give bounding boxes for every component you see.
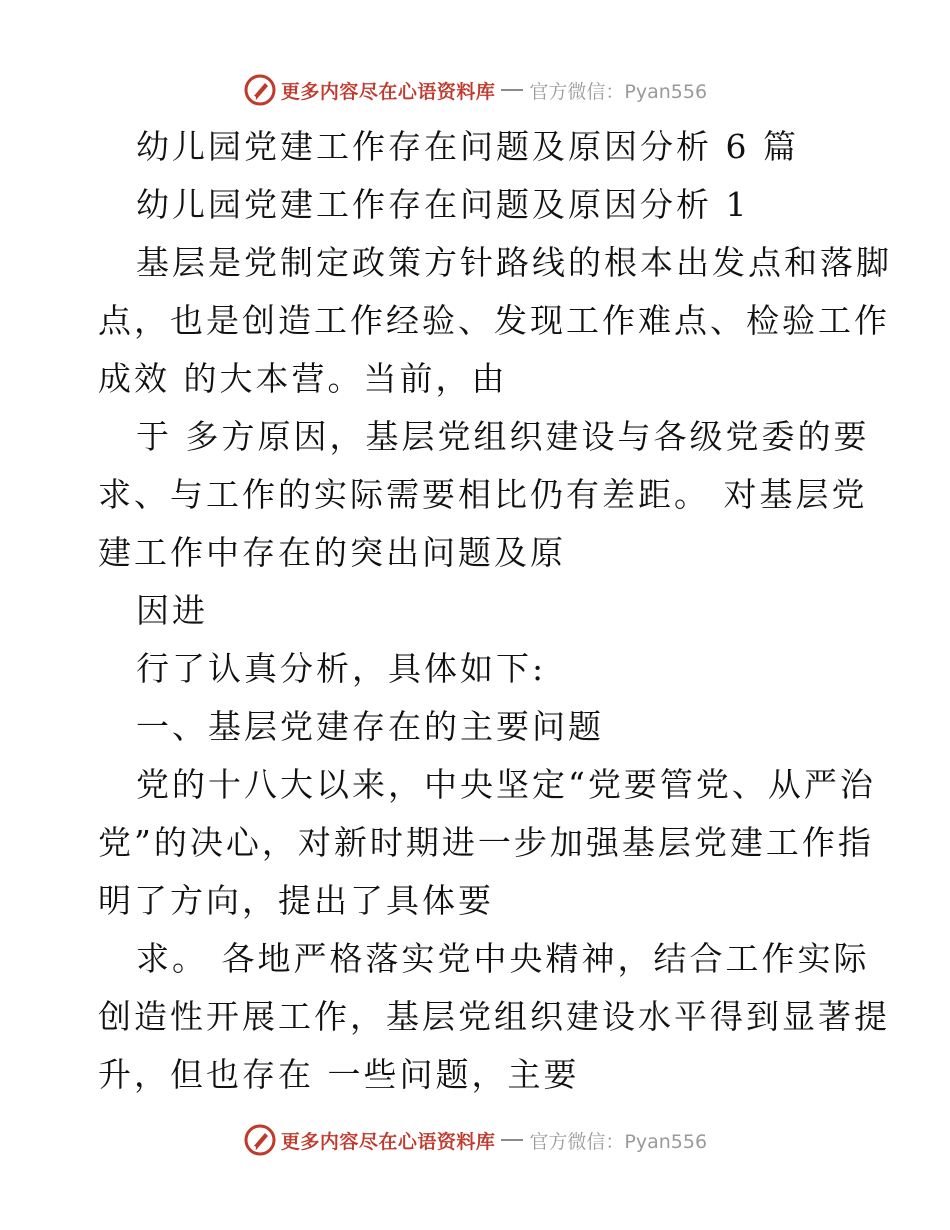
text-line: 因进	[136, 591, 208, 630]
text-line: 升，但也存在 一些问题，主要	[98, 1055, 580, 1094]
text-line: 党的十八大以来，中央坚定“党要管党、从严治	[136, 765, 876, 804]
text-line: 成效 的大本营。当前，由	[98, 359, 508, 398]
section-heading: 一、基层党建存在的主要问题	[136, 707, 604, 746]
footer-watermark	[0, 1122, 950, 1158]
text-line: 基层是党制定政策方针路线的根本出发点和落脚	[136, 243, 892, 282]
text-line: 点，也是创造工作经验、发现工作难点、检验工作	[98, 301, 890, 340]
text-line: 党”的决心，对新时期进一步加强基层党建工作指	[98, 823, 874, 862]
text-line: 明了方向，提出了具体要	[98, 881, 494, 920]
pen-logo-icon	[243, 1123, 277, 1157]
text-line: 建工作中存在的突出问题及原	[98, 533, 566, 572]
doc-title: 幼儿园党建工作存在问题及原因分析 6 篇	[136, 127, 799, 166]
header-watermark	[0, 72, 950, 108]
watermark-divider	[501, 1139, 523, 1141]
text-line: 于 多方原因，基层党组织建设与各级党委的要	[136, 417, 870, 456]
watermark-contact: 官方微信：Pyan556	[529, 1130, 708, 1153]
text-line: 行了认真分析，具体如下:	[136, 649, 547, 688]
pen-logo-icon	[243, 73, 277, 107]
watermark-brand: 更多内容尽在心语资料库	[280, 80, 496, 103]
text-line: 求、与工作的实际需要相比仍有差距。 对基层党	[98, 475, 868, 514]
text-line: 创造性开展工作，基层党组织建设水平得到显著提	[98, 997, 890, 1036]
watermark-contact: 官方微信：Pyan556	[529, 80, 708, 103]
document-body	[98, 118, 892, 1104]
doc-subtitle: 幼儿园党建工作存在问题及原因分析 1	[136, 185, 750, 224]
text-line: 求。 各地严格落实党中央精神，结合工作实际	[136, 939, 870, 978]
watermark-brand: 更多内容尽在心语资料库	[280, 1130, 496, 1153]
watermark-divider	[501, 89, 523, 91]
